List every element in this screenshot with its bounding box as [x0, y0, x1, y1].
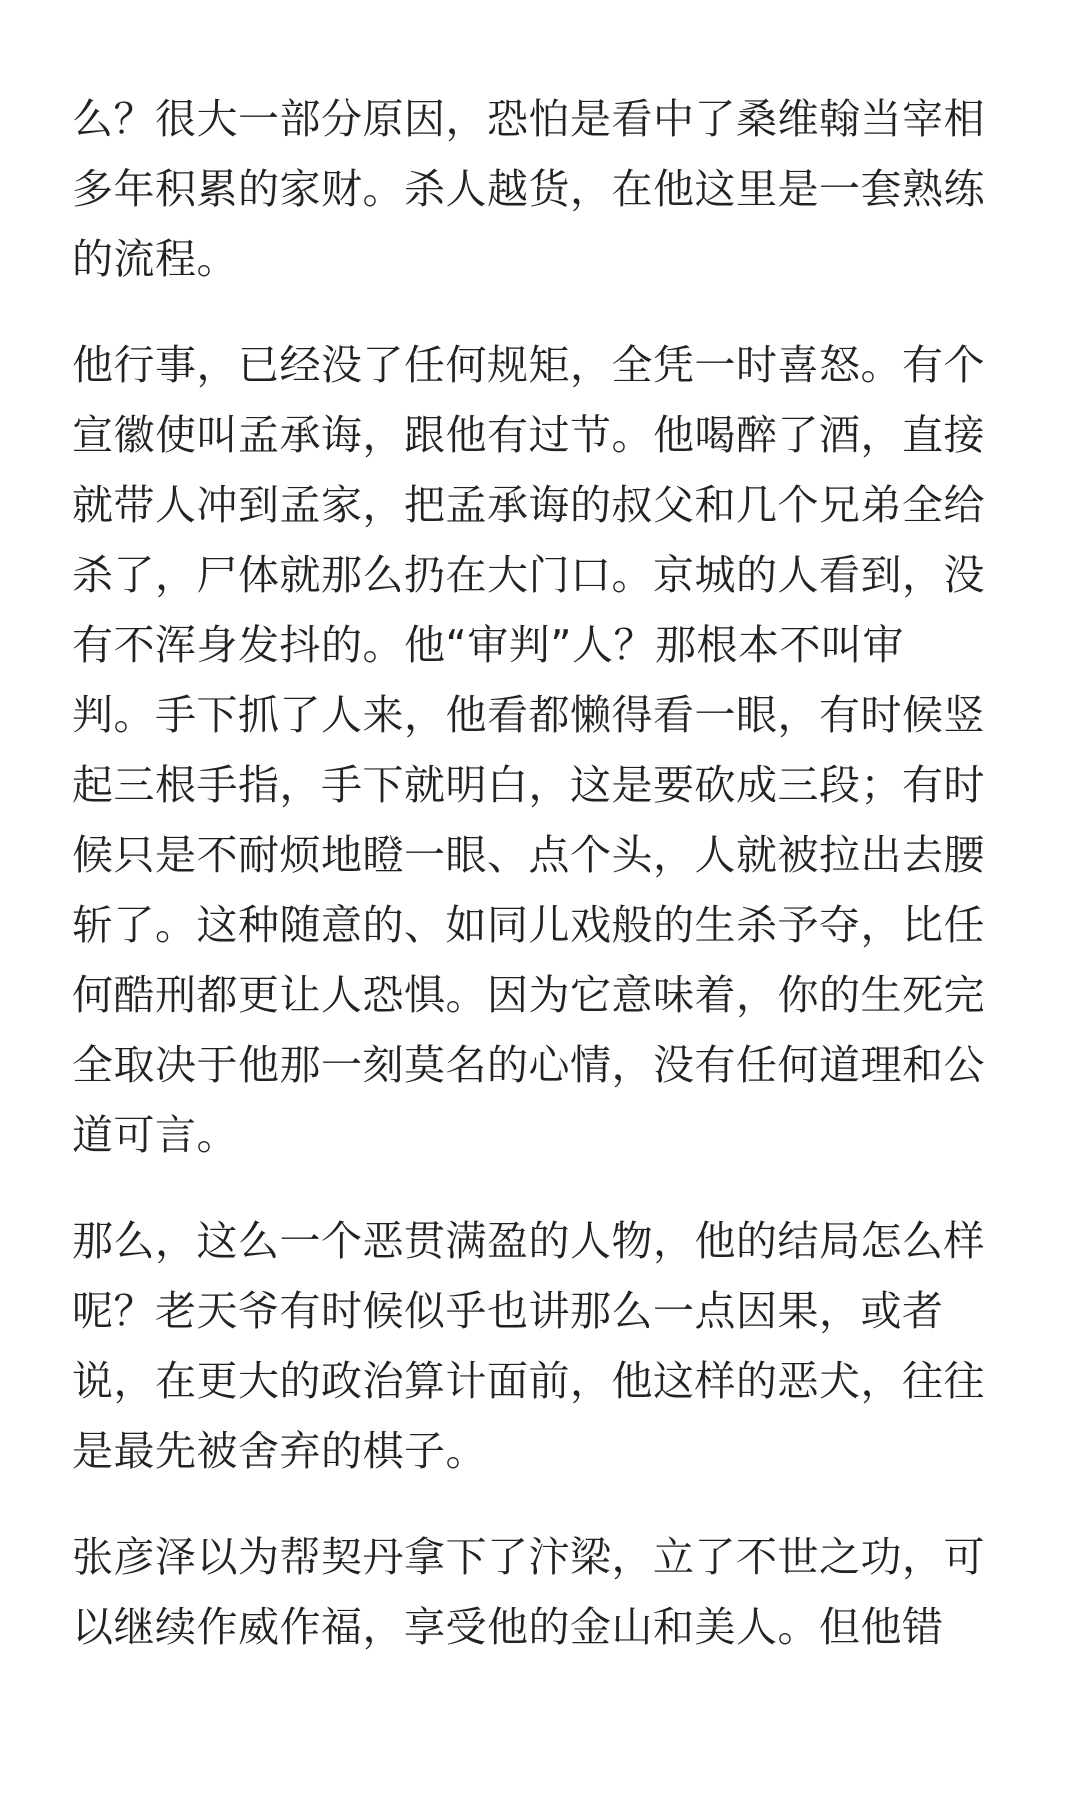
text-line: 说，在更大的政治算计面前，他这样的恶犬，往往 [72, 1357, 985, 1405]
paragraph-4 [72, 1522, 1012, 1662]
text-line: 全取决于他那一刻莫名的心情，没有任何道理和公 [72, 1041, 985, 1089]
text-line: 他行事，已经没了任何规矩，全凭一时喜怒。有个 [72, 341, 985, 389]
text-line: 以继续作威作福，享受他的金山和美人。但他错 [72, 1603, 944, 1651]
text-line: 起三根手指，手下就明白，这是要砍成三段；有时 [72, 761, 985, 809]
text-line: 就带人冲到孟家，把孟承诲的叔父和几个兄弟全给 [72, 481, 985, 529]
text-line: 何酷刑都更让人恐惧。因为它意味着，你的生死完 [72, 971, 985, 1019]
text-line: 是最先被舍弃的棋子。 [72, 1427, 487, 1475]
text-line: 候只是不耐烦地瞪一眼、点个头，人就被拉出去腰 [72, 831, 985, 879]
text-line: 那么，这么一个恶贯满盈的人物，他的结局怎么样 [72, 1217, 985, 1265]
text-line: 多年积累的家财。杀人越货，在他这里是一套熟练 [72, 165, 985, 213]
text-line: 斩了。这种随意的、如同儿戏般的生杀予夺，比任 [72, 901, 985, 949]
text-line: 判。手下抓了人来，他看都懒得看一眼，有时候竖 [72, 691, 985, 739]
paragraph-1 [72, 84, 1012, 294]
paragraph-3 [72, 1206, 1012, 1486]
text-line: 道可言。 [72, 1111, 238, 1159]
text-line: 宣徽使叫孟承诲，跟他有过节。他喝醉了酒，直接 [72, 411, 985, 459]
article-body [72, 84, 1012, 1698]
text-line: 么？很大一部分原因，恐怕是看中了桑维翰当宰相 [72, 95, 985, 143]
text-line: 呢？老天爷有时候似乎也讲那么一点因果，或者 [72, 1287, 944, 1335]
text-line: 有不浑身发抖的。他“审判”人？那根本不叫审 [72, 621, 904, 669]
paragraph-2 [72, 330, 1012, 1170]
text-line: 杀了，尸体就那么扔在大门口。京城的人看到，没 [72, 551, 985, 599]
text-line: 的流程。 [72, 235, 238, 283]
text-line: 张彦泽以为帮契丹拿下了汴梁，立了不世之功，可 [72, 1533, 985, 1581]
